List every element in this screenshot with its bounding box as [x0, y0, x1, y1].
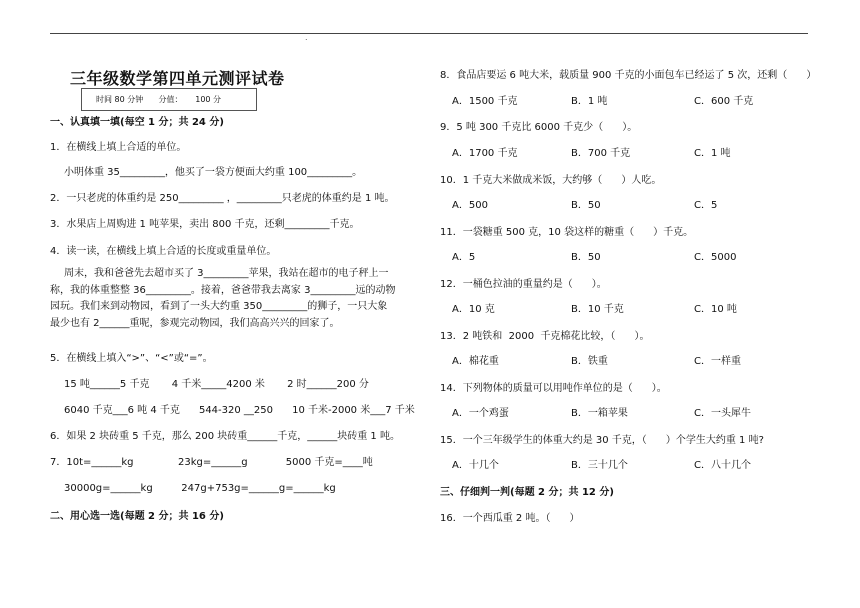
q14-option-b: B．一箱苹果: [571, 408, 628, 419]
question-10: 10．1 千克大米做成米饭，大约够（ ）人吃。: [440, 175, 662, 186]
section-1-heading: 一、认真填一填(每空 1 分；共 24 分): [50, 117, 224, 128]
q9-option-c: C．1 吨: [694, 148, 731, 159]
q13-option-c: C．一样重: [694, 356, 741, 367]
q11-option-c: C．5000: [694, 252, 737, 263]
question-6: 6．如果 2 块砖重 5 千克，那么 200 块砖重______千克，______块砖重 1 吨。: [50, 431, 400, 442]
question-4-passage: 周末，我和爸爸先去超市买了 3_________苹果，我站在超市的电子秤上一称，我的体重整整 36_________。接着，爸爸带我去离家 3_________远的动物园玩。我们来到动物园，看到了一头大约重 350_________的狮子，一只大象最少也有 2______重呢，参观完动物园，我们高高兴兴的回家了。: [50, 268, 396, 329]
question-9: 9．5 吨 300 千克比 6000 千克少（ ）。: [440, 122, 638, 133]
question-1-text: 小明体重 35_________，他买了一袋方便面大约重 100_________。: [64, 167, 363, 178]
q15-option-c: C．八十几个: [694, 460, 751, 471]
q14-option-c: C．一头犀牛: [694, 408, 751, 419]
q12-option-b: B．10 千克: [571, 304, 624, 315]
q12-option-c: C．10 吨: [694, 304, 737, 315]
question-16: 16．一个西瓜重 2 吨。（ ）: [440, 513, 580, 524]
q8-option-c: C．600 千克: [694, 96, 754, 107]
q15-option-a: A．十几个: [452, 460, 499, 471]
page-title: 三年级数学第四单元测评试卷: [70, 69, 285, 88]
header-dot: .: [305, 33, 308, 42]
q14-option-a: A．一个鸡蛋: [452, 408, 509, 419]
question-7: 7．10t=______kg 23kg=______g 5000 千克=____吨: [50, 457, 373, 468]
question-4: 4．读一读，在横线上填上合适的长度或重量单位。: [50, 246, 277, 257]
question-1: 1．在横线上填上合适的单位。: [50, 142, 187, 153]
question-12: 12．一桶色拉油的重量约是（ ）。: [440, 279, 607, 290]
q13-option-b: B．铁重: [571, 356, 608, 367]
q9-option-b: B．700 千克: [571, 148, 631, 159]
question-8: 8．食品店要运 6 吨大米，载质量 900 千克的小面包车已经运了 5 次，还剩（ ）: [440, 70, 817, 81]
q9-option-a: A．1700 千克: [452, 148, 518, 159]
q11-option-b: B．50: [571, 252, 601, 263]
q8-option-b: B．1 吨: [571, 96, 608, 107]
question-2: 2．一只老虎的体重约是 250_________ ，_________只老虎的体重约是 1 吨。: [50, 193, 395, 204]
q8-option-a: A．1500 千克: [452, 96, 518, 107]
question-13: 13．2 吨铁和 2000 千克棉花比较，（ ）。: [440, 331, 650, 342]
header-rule: [50, 33, 808, 34]
question-3: 3．水果店上周购进 1 吨苹果，卖出 800 千克，还剩_________千克。: [50, 219, 360, 230]
q11-option-a: A．5: [452, 252, 476, 263]
question-11: 11．一袋糖重 500 克，10 袋这样的糖重（ ）千克。: [440, 227, 694, 238]
q12-option-a: A．10 克: [452, 304, 495, 315]
exam-info-box: 时间 80 分钟 分值： 100 分: [81, 88, 257, 111]
q15-option-b: B．三十几个: [571, 460, 628, 471]
question-5-row-2: 6040 千克___6 吨 4 千克 544-320 __250 10 千米-2000 米___7 千米: [64, 405, 415, 416]
section-3-heading: 三、仔细判一判(每题 2 分；共 12 分): [440, 487, 614, 498]
question-5: 5．在横线上填入“>”、“<”或“=”。: [50, 353, 213, 364]
q10-option-c: C．5: [694, 200, 718, 211]
q10-option-b: B．50: [571, 200, 601, 211]
question-15: 15．一个三年级学生的体重大约是 30 千克，（ ）个学生大约重 1 吨?: [440, 435, 764, 446]
question-5-row-1: 15 吨______5 千克 4 千米_____4200 米 2 时______200 分: [64, 379, 369, 390]
section-2-heading: 二、用心选一选(每题 2 分；共 16 分): [50, 511, 224, 522]
question-14: 14．下列物体的质量可以用吨作单位的是（ ）。: [440, 383, 667, 394]
q13-option-a: A．棉花重: [452, 356, 499, 367]
q10-option-a: A．500: [452, 200, 488, 211]
question-7-row-2: 30000g=______kg 247g+753g=______g=______kg: [64, 483, 336, 494]
